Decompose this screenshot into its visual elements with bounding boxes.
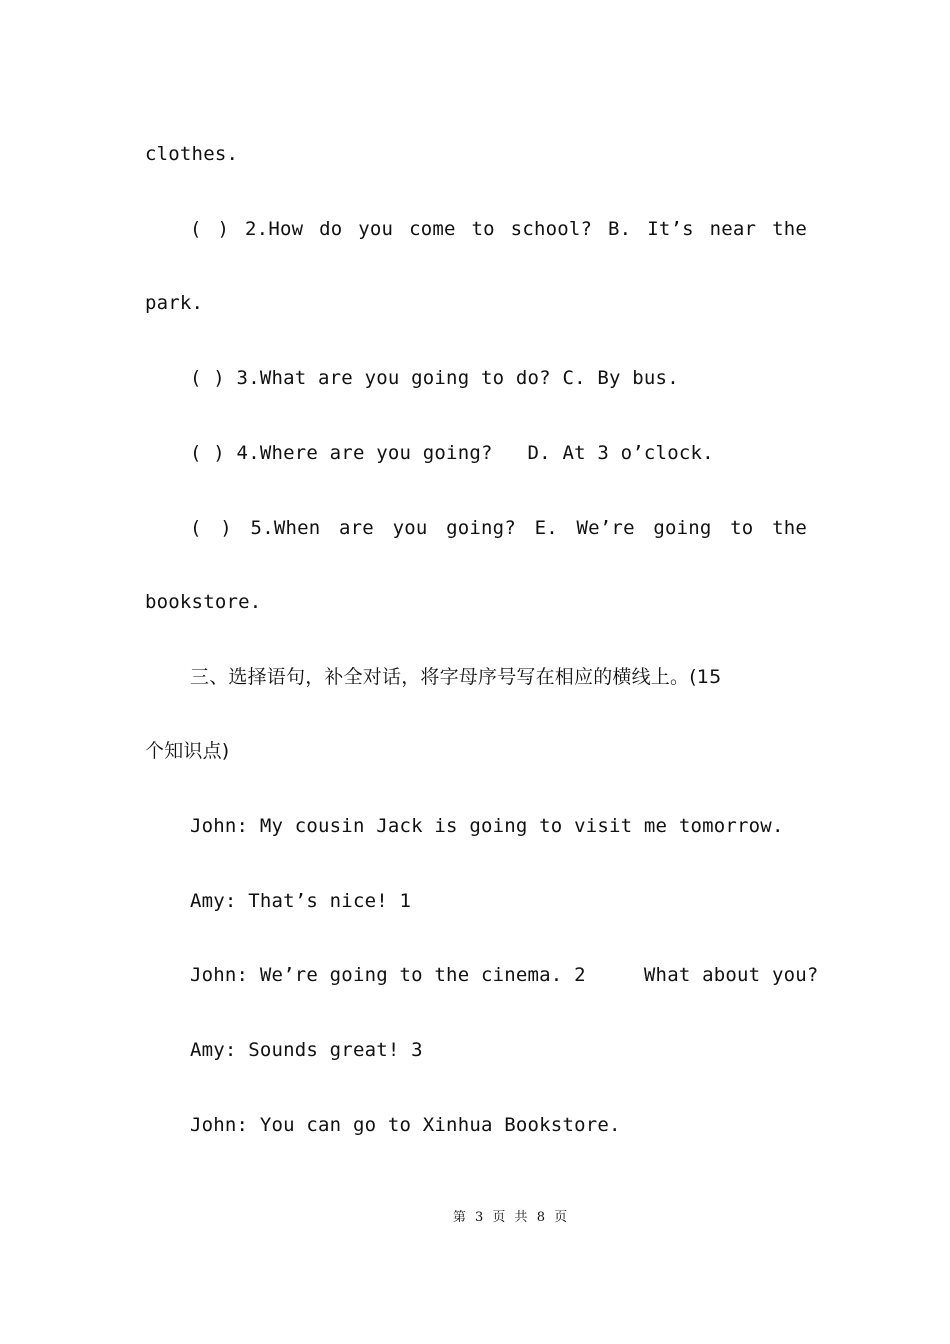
section-3-heading: 三、选择语句，补全对话，将字母序号写在相应的横线上。(15 <box>190 666 722 688</box>
dialogue-line-john-2: John: We’re going to the cinema. 2 What about you? <box>190 964 819 986</box>
dialogue-line-amy-2: Amy: Sounds great! 3 <box>190 1039 423 1061</box>
question-3-line: ( ) 3.What are you going to do? C. By bus. <box>190 367 679 389</box>
dialogue-line-john-3: John: You can go to Xinhua Bookstore. <box>190 1114 621 1136</box>
dialogue-line-amy-1: Amy: That’s nice! 1 <box>190 890 412 912</box>
text-line-park: park. <box>145 292 204 314</box>
question-2-line: ( ) 2.How do you come to school? B. It’s near the <box>190 218 807 240</box>
section-3-heading-continued: 个知识点) <box>145 740 230 762</box>
text-line-bookstore: bookstore. <box>145 591 262 613</box>
page-footer: 第 3 页 共 8 页 <box>452 1210 568 1225</box>
text-line-clothes: clothes. <box>145 143 239 165</box>
dialogue-line-john-1: John: My cousin Jack is going to visit me tomorrow. <box>190 815 784 837</box>
question-4-line: ( ) 4.Where are you going? D. At 3 o’clock. <box>190 442 714 464</box>
question-5-line: ( ) 5.When are you going? E. We’re going to the <box>190 517 807 539</box>
